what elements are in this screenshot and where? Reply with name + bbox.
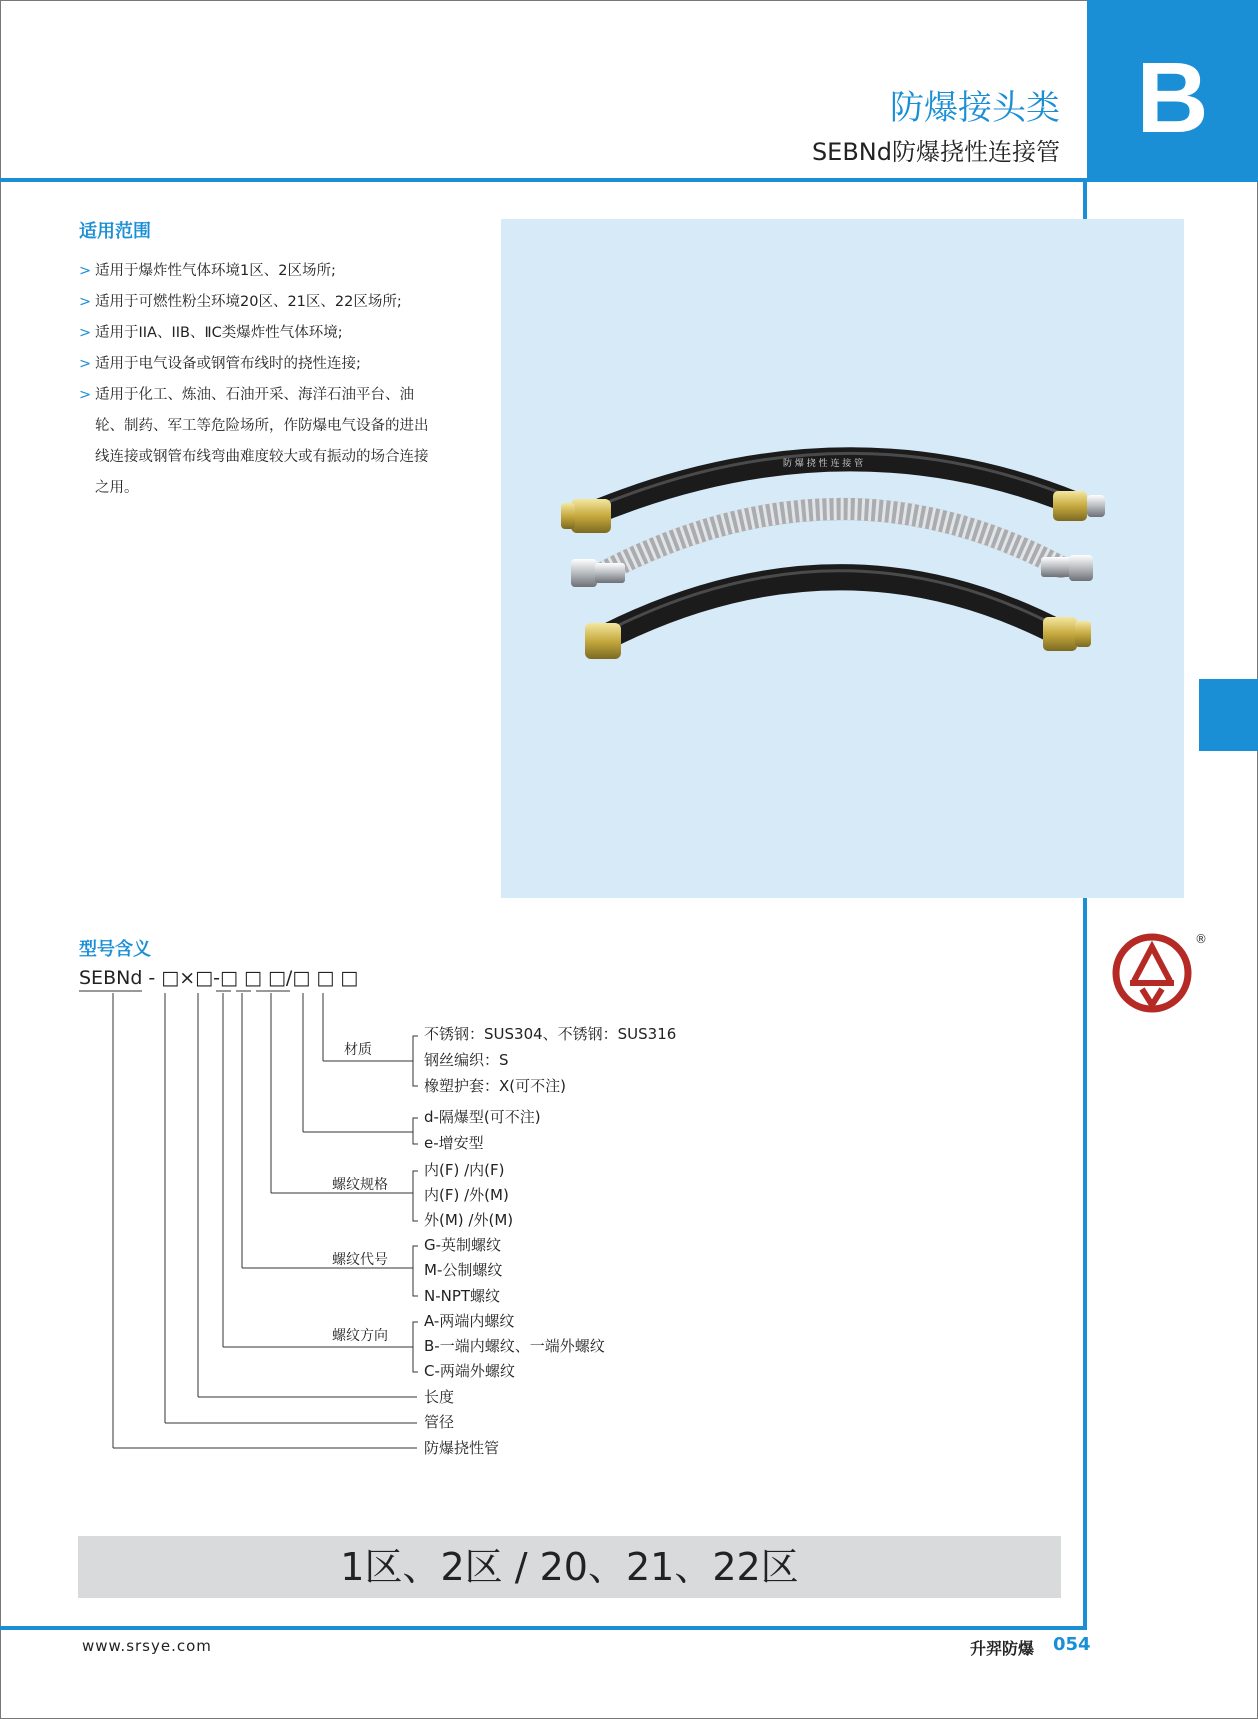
- brand-name: 升羿防爆: [970, 1639, 1035, 1658]
- type-option: d-隔爆型(可不注): [424, 1108, 541, 1126]
- category-title: 防爆接头类: [890, 88, 1060, 128]
- thread-spec-option: 内(F) /内(F): [424, 1161, 505, 1179]
- thread-spec-option: 内(F) /外(M): [424, 1186, 509, 1204]
- bullet-arrow: >: [79, 294, 92, 310]
- registered-mark: ®: [1195, 932, 1207, 946]
- hose-print: 防 爆 挠 性 连 接 管: [783, 459, 864, 469]
- page-number: 054: [1053, 1634, 1091, 1655]
- scope-item-text: 适用于IIA、IIB、ⅡC类爆炸性气体环境;: [95, 325, 343, 341]
- thread-direction-option: A-两端内螺纹: [424, 1312, 515, 1330]
- group-thread-direction: 螺纹方向: [332, 1328, 388, 1344]
- group-thread-code: 螺纹代号: [332, 1252, 388, 1268]
- model-code: SEBNd - □×□-□ □ □/□ □ □: [79, 967, 359, 989]
- scope-title: 适用范围: [79, 221, 151, 242]
- scope-item-text: 适用于可燃性粉尘环境20区、21区、22区场所;: [95, 294, 402, 310]
- model-title: 型号含义: [79, 939, 151, 960]
- material-option: 不锈钢：SUS304、不锈钢：SUS316: [424, 1025, 677, 1043]
- material-option: 橡塑护套：X(可不注): [424, 1077, 566, 1095]
- scope-item-text: 适用于爆炸性气体环境1区、2区场所;: [95, 263, 336, 279]
- bullet-arrow: >: [79, 325, 92, 341]
- scope-item-text: 适用于化工、炼油、石油开采、海洋石油平台、油轮、制药、军工等危险场所，作防爆电气设备的进出线连接或钢管布线弯曲难度较大或有振动的场合连接之用。: [95, 387, 429, 496]
- type-option: e-增安型: [424, 1134, 484, 1152]
- group-material: 材质: [344, 1042, 372, 1058]
- scope-item-text: 适用于电气设备或钢管布线时的挠性连接;: [95, 356, 361, 372]
- bullet-arrow: >: [79, 387, 92, 403]
- thread-code-option: N-NPT螺纹: [424, 1287, 501, 1305]
- zone-text: 1区、2区 / 20、21、22区: [340, 1545, 799, 1589]
- material-option: 钢丝编织：S: [424, 1051, 509, 1069]
- bullet-arrow: >: [79, 263, 92, 279]
- group-thread-spec: 螺纹规格: [332, 1177, 388, 1193]
- length-label: 长度: [424, 1388, 455, 1406]
- product-title: SEBNd防爆挠性连接管: [811, 138, 1060, 166]
- thread-direction-option: B-一端内螺纹、一端外螺纹: [424, 1337, 605, 1355]
- product-label: 防爆挠性管: [424, 1439, 500, 1457]
- thread-code-option: G-英制螺纹: [424, 1236, 502, 1254]
- website-url: www.srsye.com: [82, 1637, 212, 1655]
- bullet-arrow: >: [79, 356, 92, 372]
- thread-code-option: M-公制螺纹: [424, 1261, 503, 1279]
- footer-divider: [0, 1626, 1087, 1630]
- section-letter: B: [1136, 42, 1209, 154]
- diameter-label: 管径: [424, 1413, 455, 1431]
- thread-spec-option: 外(M) /外(M): [424, 1211, 514, 1229]
- thread-direction-option: C-两端外螺纹: [424, 1362, 515, 1380]
